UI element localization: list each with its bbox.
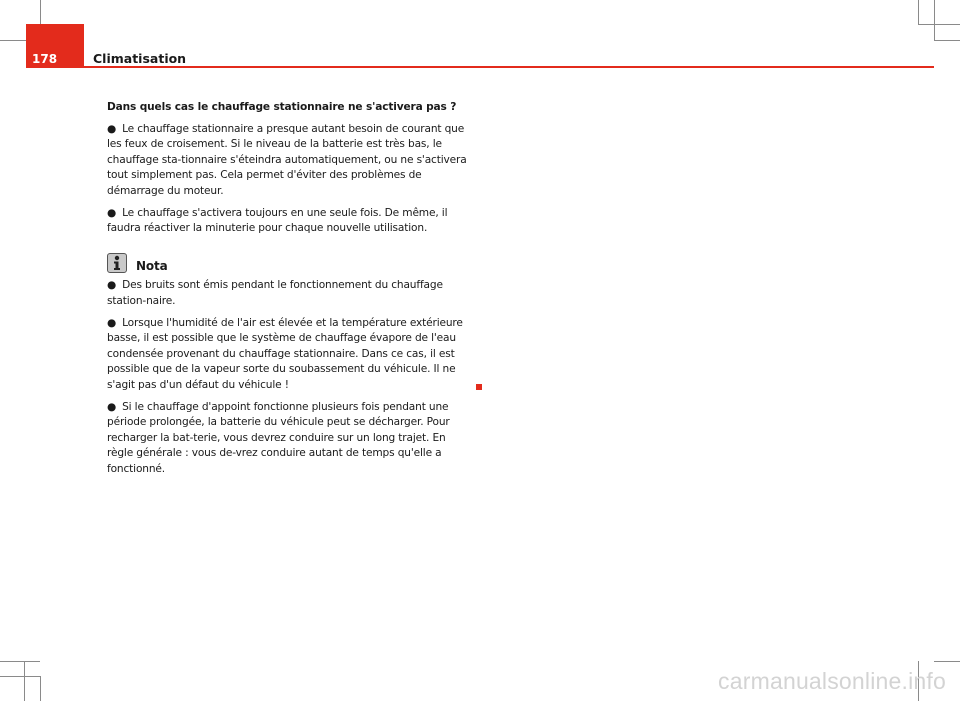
list-item [107, 278, 467, 309]
note-header [107, 251, 467, 275]
bullet-icon: ● [107, 206, 117, 219]
crop-mark [24, 661, 25, 701]
bullet-icon: ● [107, 316, 117, 329]
info-icon [107, 253, 127, 273]
section-end-mark [476, 384, 482, 390]
crop-mark [918, 0, 919, 24]
list-item [107, 316, 467, 394]
watermark: carmanualsonline.info [718, 668, 946, 694]
crop-mark [0, 661, 40, 662]
section-heading: Dans quels cas le chauffage stationnaire ne s'activera pas ? [107, 101, 457, 113]
crop-mark [0, 676, 40, 677]
bullet-icon: ● [107, 122, 117, 135]
note-title: Nota [136, 258, 168, 273]
chapter-title: Climatisation [93, 51, 187, 66]
bullet-icon: ● [107, 279, 117, 292]
crop-mark [934, 40, 960, 41]
header-rule [26, 66, 934, 68]
crop-mark [40, 676, 41, 701]
list-item-text: Des bruits sont émis pendant le fonctionnement du chauffage station-naire. [107, 279, 443, 307]
list-item [107, 122, 467, 200]
list-item-text: Lorsque l'humidité de l'air est élevée et la température extérieure basse, il est possible que le système de chauffage évapore de l'eau condensée provenant du chauffage stationnaire. Dans ce cas, il est possible que de la vapeur sorte du soubassement du véhicule. Il ne s'agit pas d'un défaut du véhicule ! [107, 316, 463, 391]
crop-mark [934, 0, 935, 40]
list-item [107, 400, 467, 478]
bullet-icon: ● [107, 400, 117, 413]
page-number: 178 [32, 52, 58, 66]
main-content [107, 100, 467, 483]
list-item-text: Le chauffage s'activera toujours en une seule fois. De même, il faudra réactiver la minuterie pour chaque nouvelle utilisation. [107, 206, 448, 235]
crop-mark [934, 661, 960, 662]
list-item [107, 206, 467, 237]
list-item-text: Si le chauffage d'appoint fonctionne plusieurs fois pendant une période prolongée, la batterie du véhicule peut se décharger. Pour recharger la bat-terie, vous devrez conduire sur un long trajet. En règle générale : vous de-vrez conduire autant de temps qu'elle a fonctionné. [107, 400, 450, 475]
crop-mark [918, 24, 960, 25]
list-item-text: Le chauffage stationnaire a presque autant besoin de courant que les feux de croisement. Si le niveau de la batterie est très bas, le chauffage sta-tionnaire s'éteindra automatiquement, ou ne s'activera tout simplement pas. Cela permet d'éviter des problèmes de démarrage du moteur. [107, 122, 467, 197]
